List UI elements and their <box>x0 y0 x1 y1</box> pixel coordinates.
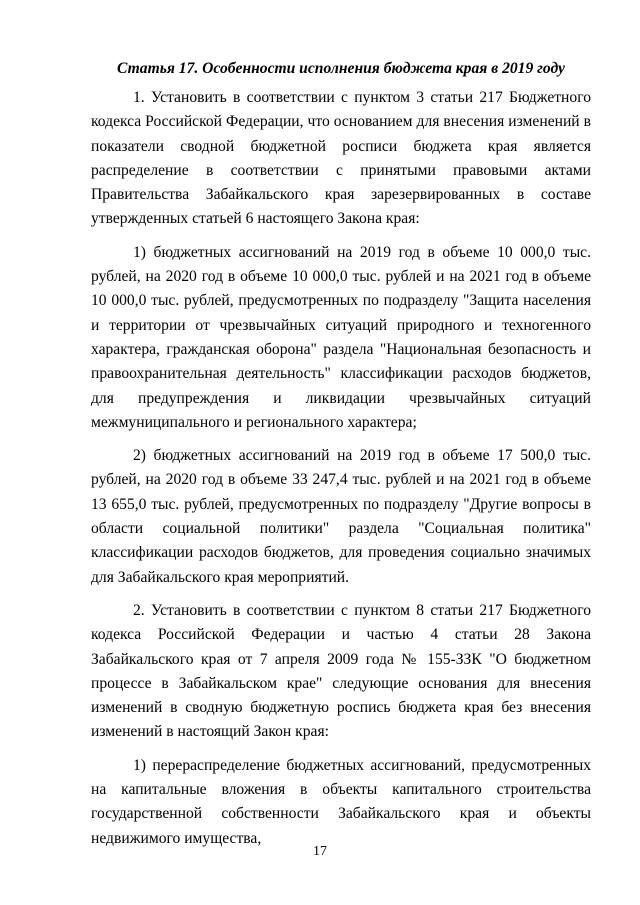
document-page <box>91 58 591 860</box>
paragraph-1-item-2: 2) бюджетных ассигнований на 2019 год в объеме 17 500,0 тыс. рублей, на 2020 год в объеме 33 247,4 тыс. рублей и на 2021 год в объеме 13 655,0 тыс. рублей, предусмотренных по подразделу "Другие вопросы в области социальной политики" раздела "Социальная политика" классификации расходов бюджетов, для проведения социально значимых для Забайкальского края мероприятий. <box>91 447 591 586</box>
page-number: 17 <box>313 844 327 859</box>
article-title: Статья 17. Особенности исполнения бюджета края в 2019 году <box>117 60 565 77</box>
paragraph-2-item-1: 1) перераспределение бюджетных ассигнований, предусмотренных на капитальные вложения в объекты капитального строительства государственной собственности Забайкальского края и объекты недвижимого имущества, <box>91 756 591 847</box>
paragraph-1-item-1: 1) бюджетных ассигнований на 2019 год в объеме 10 000,0 тыс. рублей, на 2020 год в объеме 10 000,0 тыс. рублей и на 2021 год в объеме 10 000,0 тыс. рублей, предусмотренных по подразделу "Защита населения и территории от чрезвычайных ситуаций природного и техногенного характера, гражданская оборона" раздела "Национальная безопасность и правоохранительная деятельность" классификации расходов бюджетов, для предупреждения и ликвидации чрезвычайных ситуаций межмуниципального и регионального характера; <box>91 243 591 431</box>
paragraph-2: 2. Установить в соответствии с пунктом 8 статьи 217 Бюджетного кодекса Российской Федерации и частью 4 статьи 28 Закона Забайкальского края от 7 апреля 2009 года № 155-ЗЗК "О бюджетном процессе в Забайкальском крае" следующие основания для внесения изменений в сводную бюджетную роспись бюджета края без внесения изменений в настоящий Закон края: <box>91 601 591 741</box>
paragraph-1: 1. Установить в соответствии с пунктом 3 статьи 217 Бюджетного кодекса Российской Федерации, что основанием для внесения изменений в показатели сводной бюджетной росписи бюджета края является распределение в соответствии с принятыми правовыми актами Правительства Забайкальского края зарезервированных в составе утвержденных статьей 6 настоящего Закона края: <box>91 89 591 228</box>
